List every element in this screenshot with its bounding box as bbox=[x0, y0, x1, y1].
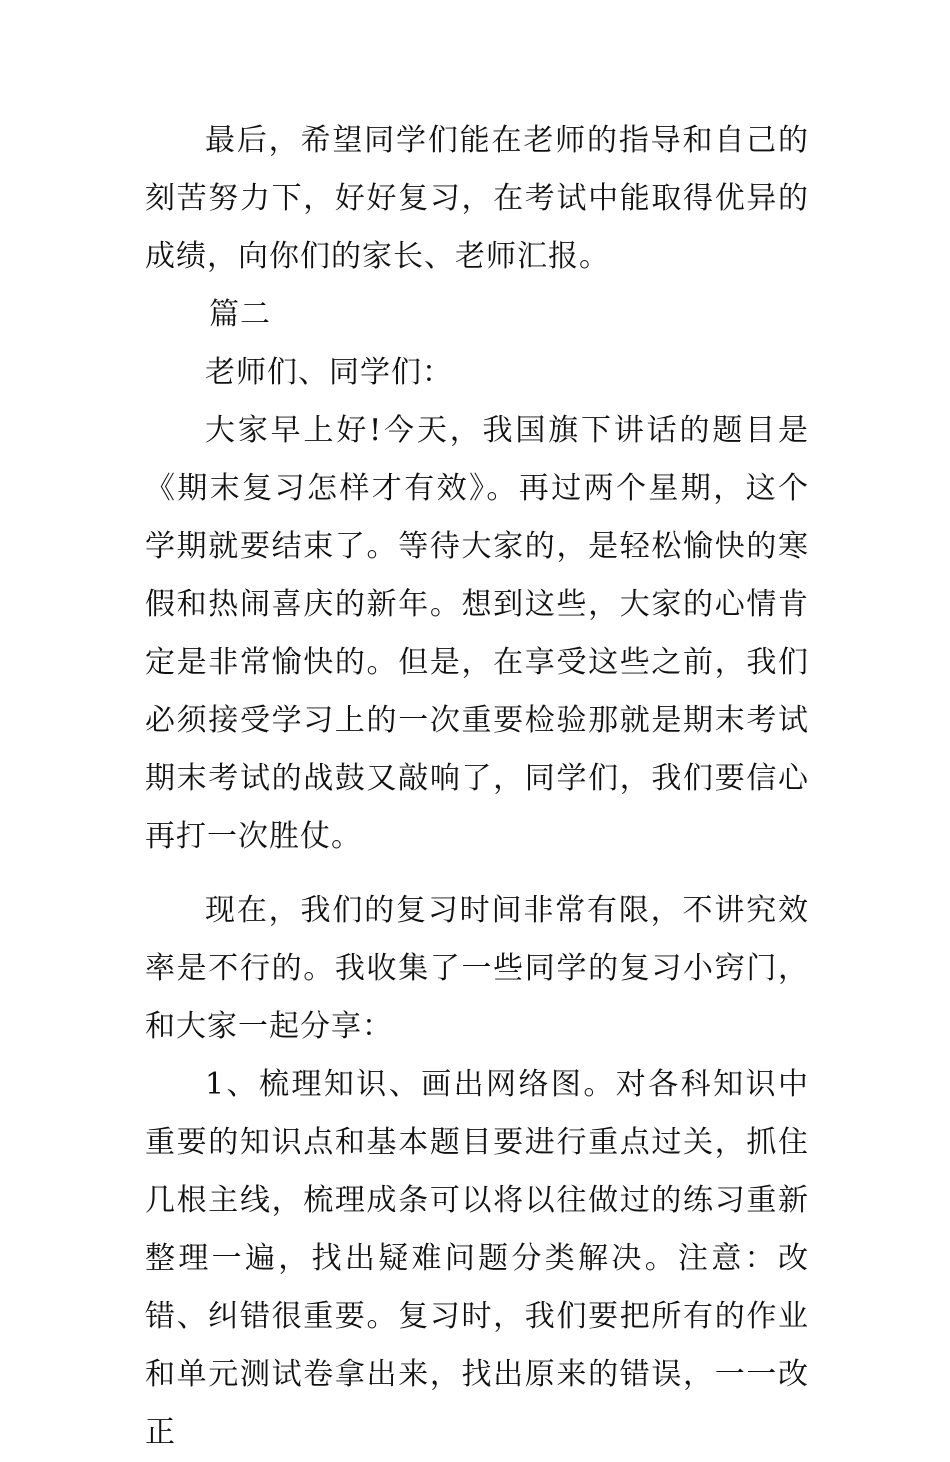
section-heading: 篇二 bbox=[209, 297, 271, 332]
paragraph-closing: 最后，希望同学们能在老师的指导和自己的刻苦努力下，好好复习，在考试中能取得优异的成绩，向你们的家长、老师汇报。 bbox=[145, 123, 809, 274]
paragraph-salutation: 老师们、同学们： bbox=[205, 355, 453, 390]
paragraph-intro: 大家早上好!今天，我国旗下讲话的题目是《期末复习怎样才有效》。再过两个星期，这个学期就要结束了。等待大家的，是轻松愉快的寒假和热闹喜庆的新年。想到这些，大家的心情肯定是非常愉快的。但是，在享受这些之前，我们必须接受学习上的一次重要检验那就是期末考试期末考试的战鼓又敲响了，同学们，我们要信心再打一次胜仗。 bbox=[145, 413, 809, 854]
paragraph-tips-intro: 现在，我们的复习时间非常有限，不讲究效率是不行的。我收集了一些同学的复习小窍门，和大家一起分享： bbox=[145, 893, 809, 1044]
paragraph-tip-1: 1、梳理知识、画出网络图。对各科知识中重要的知识点和基本题目要进行重点过关，抓住几根主线，梳理成条可以将以往做过的练习重新整理一遍，找出疑难问题分类解决。注意：改错、纠错很重要。复习时，我们要把所有的作业和单元测试卷拿出来，找出原来的错误，一一改正 bbox=[145, 1067, 809, 1450]
document-body bbox=[145, 112, 809, 1462]
